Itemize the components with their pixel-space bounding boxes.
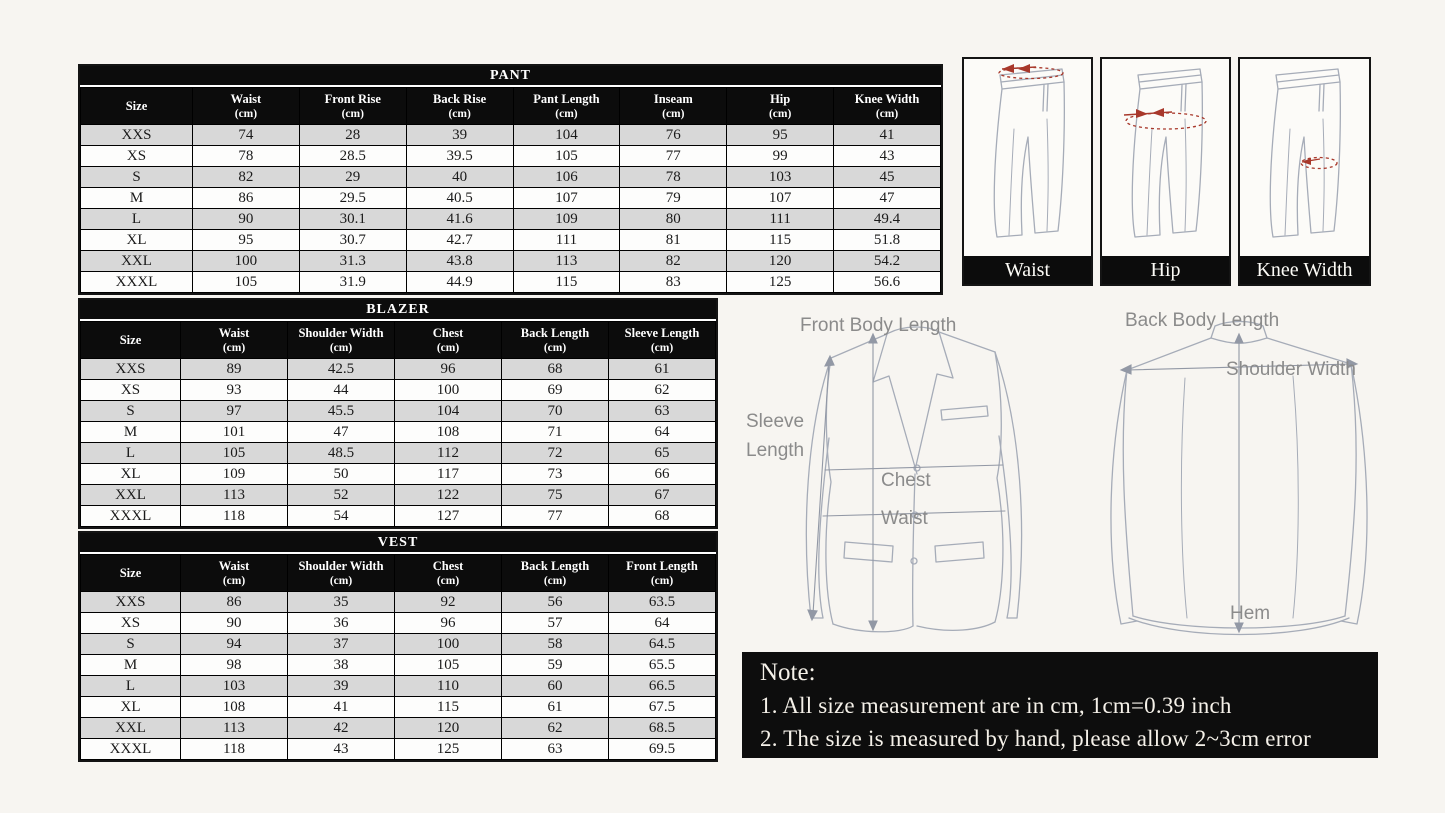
value-cell: 120 xyxy=(395,718,502,739)
value-cell: 70 xyxy=(502,401,609,422)
table-row xyxy=(81,188,941,209)
value-cell: 64.5 xyxy=(609,634,716,655)
column-header-pant-length: Pant Length (cm) xyxy=(513,88,620,125)
value-cell: 115 xyxy=(513,272,620,293)
table-row xyxy=(81,676,716,697)
value-cell: 78 xyxy=(193,146,300,167)
value-cell: 96 xyxy=(395,613,502,634)
value-cell: 52 xyxy=(288,485,395,506)
pant-sketch xyxy=(1240,59,1369,257)
value-cell: 61 xyxy=(609,359,716,380)
value-cell: 118 xyxy=(181,506,288,527)
table-row xyxy=(81,506,716,527)
value-cell: 39 xyxy=(406,125,513,146)
size-cell: XXXL xyxy=(81,739,181,760)
value-cell: 42 xyxy=(288,718,395,739)
value-cell: 43.8 xyxy=(406,251,513,272)
pant-diagram-label: Hip xyxy=(1102,256,1229,284)
table-row xyxy=(81,146,941,167)
value-cell: 56.6 xyxy=(834,272,941,293)
table-row xyxy=(81,125,941,146)
size-cell: XS xyxy=(81,146,193,167)
value-cell: 62 xyxy=(609,380,716,401)
front-body-length-label: Front Body Length xyxy=(800,315,957,336)
column-header-hip: Hip (cm) xyxy=(727,88,834,125)
shoulder-width-label: Shoulder Width xyxy=(1226,359,1356,380)
value-cell: 95 xyxy=(193,230,300,251)
value-cell: 111 xyxy=(513,230,620,251)
value-cell: 51.8 xyxy=(834,230,941,251)
value-cell: 41 xyxy=(288,697,395,718)
table-row xyxy=(81,655,716,676)
hem-label: Hem xyxy=(1230,603,1271,624)
value-cell: 105 xyxy=(395,655,502,676)
value-cell: 41 xyxy=(834,125,941,146)
table-title-pant: PANT xyxy=(80,66,941,85)
pant-knee-diagram-box xyxy=(1238,57,1371,286)
value-cell: 63.5 xyxy=(609,592,716,613)
column-header-back-rise: Back Rise (cm) xyxy=(406,88,513,125)
pant-table-grid xyxy=(80,87,941,293)
value-cell: 90 xyxy=(181,613,288,634)
value-cell: 31.9 xyxy=(299,272,406,293)
value-cell: 29.5 xyxy=(299,188,406,209)
value-cell: 42.5 xyxy=(288,359,395,380)
value-cell: 110 xyxy=(395,676,502,697)
value-cell: 63 xyxy=(502,739,609,760)
value-cell: 77 xyxy=(620,146,727,167)
column-header-front-rise: Front Rise (cm) xyxy=(299,88,406,125)
column-header-chest: Chest (cm) xyxy=(395,322,502,359)
value-cell: 122 xyxy=(395,485,502,506)
table-row xyxy=(81,359,716,380)
column-header-sleeve-length: Sleeve Length (cm) xyxy=(609,322,716,359)
value-cell: 113 xyxy=(181,718,288,739)
value-cell: 113 xyxy=(181,485,288,506)
value-cell: 40 xyxy=(406,167,513,188)
note-line-1: 1. All size measurement are in cm, 1cm=0.39 inch xyxy=(760,693,1232,718)
value-cell: 57 xyxy=(502,613,609,634)
column-header-waist: Waist (cm) xyxy=(193,88,300,125)
size-cell: XL xyxy=(81,230,193,251)
column-header-waist: Waist (cm) xyxy=(181,555,288,592)
size-cell: XL xyxy=(81,697,181,718)
column-header-back-length: Back Length (cm) xyxy=(502,555,609,592)
table-row xyxy=(81,634,716,655)
vest-table-grid xyxy=(80,554,716,760)
column-header-inseam: Inseam (cm) xyxy=(620,88,727,125)
column-header-size: Size xyxy=(81,88,193,125)
size-cell: XS xyxy=(81,380,181,401)
value-cell: 103 xyxy=(727,167,834,188)
size-cell: L xyxy=(81,209,193,230)
value-cell: 94 xyxy=(181,634,288,655)
value-cell: 115 xyxy=(727,230,834,251)
value-cell: 86 xyxy=(193,188,300,209)
value-cell: 95 xyxy=(727,125,834,146)
value-cell: 67 xyxy=(609,485,716,506)
value-cell: 35 xyxy=(288,592,395,613)
value-cell: 74 xyxy=(193,125,300,146)
table-title-vest: VEST xyxy=(80,533,716,552)
value-cell: 64 xyxy=(609,422,716,443)
value-cell: 31.3 xyxy=(299,251,406,272)
value-cell: 63 xyxy=(609,401,716,422)
size-cell: XS xyxy=(81,613,181,634)
value-cell: 89 xyxy=(181,359,288,380)
value-cell: 98 xyxy=(181,655,288,676)
value-cell: 66 xyxy=(609,464,716,485)
table-row xyxy=(81,230,941,251)
value-cell: 77 xyxy=(502,506,609,527)
value-cell: 68.5 xyxy=(609,718,716,739)
value-cell: 125 xyxy=(727,272,834,293)
value-cell: 125 xyxy=(395,739,502,760)
size-cell: XXL xyxy=(81,718,181,739)
vest-size-table xyxy=(78,531,718,762)
value-cell: 83 xyxy=(620,272,727,293)
size-cell: M xyxy=(81,655,181,676)
table-row xyxy=(81,272,941,293)
table-row xyxy=(81,592,716,613)
value-cell: 68 xyxy=(609,506,716,527)
value-cell: 40.5 xyxy=(406,188,513,209)
note-line-2: 2. The size is measured by hand, please allow 2~3cm error xyxy=(760,726,1311,751)
value-cell: 107 xyxy=(513,188,620,209)
table-row xyxy=(81,613,716,634)
column-header-knee-width: Knee Width (cm) xyxy=(834,88,941,125)
value-cell: 68 xyxy=(502,359,609,380)
pant-size-table xyxy=(78,64,943,295)
value-cell: 109 xyxy=(181,464,288,485)
value-cell: 65 xyxy=(609,443,716,464)
value-cell: 28.5 xyxy=(299,146,406,167)
knee-measure-arrow-icon xyxy=(1301,158,1337,169)
size-cell: L xyxy=(81,443,181,464)
value-cell: 49.4 xyxy=(834,209,941,230)
value-cell: 79 xyxy=(620,188,727,209)
value-cell: 112 xyxy=(395,443,502,464)
value-cell: 100 xyxy=(395,634,502,655)
value-cell: 39.5 xyxy=(406,146,513,167)
value-cell: 38 xyxy=(288,655,395,676)
value-cell: 48.5 xyxy=(288,443,395,464)
value-cell: 45.5 xyxy=(288,401,395,422)
column-header-front-length: Front Length (cm) xyxy=(609,555,716,592)
value-cell: 42.7 xyxy=(406,230,513,251)
blazer-table-grid xyxy=(80,321,716,527)
size-cell: S xyxy=(81,634,181,655)
value-cell: 104 xyxy=(513,125,620,146)
value-cell: 90 xyxy=(193,209,300,230)
value-cell: 37 xyxy=(288,634,395,655)
value-cell: 101 xyxy=(181,422,288,443)
column-header-shoulder-width: Shoulder Width (cm) xyxy=(288,555,395,592)
size-cell: XXXL xyxy=(81,506,181,527)
note-box xyxy=(742,652,1378,758)
chest-label: Chest xyxy=(881,470,931,491)
pant-hip-diagram-box xyxy=(1100,57,1231,286)
column-header-waist: Waist (cm) xyxy=(181,322,288,359)
value-cell: 50 xyxy=(288,464,395,485)
pant-sketch xyxy=(964,59,1091,257)
table-row xyxy=(81,209,941,230)
table-row xyxy=(81,485,716,506)
column-header-shoulder-width: Shoulder Width (cm) xyxy=(288,322,395,359)
value-cell: 107 xyxy=(727,188,834,209)
value-cell: 120 xyxy=(727,251,834,272)
value-cell: 109 xyxy=(513,209,620,230)
value-cell: 44 xyxy=(288,380,395,401)
table-row xyxy=(81,167,941,188)
size-cell: M xyxy=(81,422,181,443)
size-cell: XXL xyxy=(81,485,181,506)
size-cell: S xyxy=(81,167,193,188)
value-cell: 60 xyxy=(502,676,609,697)
waist-label: Waist xyxy=(881,508,928,529)
value-cell: 111 xyxy=(727,209,834,230)
value-cell: 108 xyxy=(181,697,288,718)
size-cell: XXL xyxy=(81,251,193,272)
sleeve-length-label: Sleeve Length xyxy=(746,411,805,461)
size-cell: XXXL xyxy=(81,272,193,293)
size-cell: XXS xyxy=(81,359,181,380)
value-cell: 58 xyxy=(502,634,609,655)
value-cell: 96 xyxy=(395,359,502,380)
value-cell: 61 xyxy=(502,697,609,718)
value-cell: 82 xyxy=(193,167,300,188)
value-cell: 80 xyxy=(620,209,727,230)
back-body-length-label: Back Body Length xyxy=(1125,310,1280,331)
value-cell: 59 xyxy=(502,655,609,676)
value-cell: 108 xyxy=(395,422,502,443)
table-row xyxy=(81,422,716,443)
value-cell: 54.2 xyxy=(834,251,941,272)
column-header-back-length: Back Length (cm) xyxy=(502,322,609,359)
value-cell: 44.9 xyxy=(406,272,513,293)
value-cell: 105 xyxy=(181,443,288,464)
pant-diagram-label: Waist xyxy=(964,256,1091,284)
table-row xyxy=(81,718,716,739)
value-cell: 115 xyxy=(395,697,502,718)
value-cell: 105 xyxy=(193,272,300,293)
value-cell: 81 xyxy=(620,230,727,251)
table-row xyxy=(81,251,941,272)
table-row xyxy=(81,464,716,485)
value-cell: 97 xyxy=(181,401,288,422)
value-cell: 69 xyxy=(502,380,609,401)
value-cell: 78 xyxy=(620,167,727,188)
blazer-size-table xyxy=(78,298,718,529)
value-cell: 93 xyxy=(181,380,288,401)
column-header-chest: Chest (cm) xyxy=(395,555,502,592)
size-cell: M xyxy=(81,188,193,209)
table-row xyxy=(81,697,716,718)
value-cell: 28 xyxy=(299,125,406,146)
table-row xyxy=(81,739,716,760)
value-cell: 103 xyxy=(181,676,288,697)
value-cell: 66.5 xyxy=(609,676,716,697)
value-cell: 29 xyxy=(299,167,406,188)
value-cell: 47 xyxy=(288,422,395,443)
value-cell: 41.6 xyxy=(406,209,513,230)
value-cell: 71 xyxy=(502,422,609,443)
note-heading: Note: xyxy=(760,659,816,686)
value-cell: 45 xyxy=(834,167,941,188)
value-cell: 73 xyxy=(502,464,609,485)
table-row xyxy=(81,401,716,422)
value-cell: 30.7 xyxy=(299,230,406,251)
table-row xyxy=(81,443,716,464)
pant-sketch xyxy=(1102,59,1229,257)
value-cell: 56 xyxy=(502,592,609,613)
value-cell: 105 xyxy=(513,146,620,167)
value-cell: 118 xyxy=(181,739,288,760)
size-cell: S xyxy=(81,401,181,422)
value-cell: 67.5 xyxy=(609,697,716,718)
size-cell: L xyxy=(81,676,181,697)
value-cell: 127 xyxy=(395,506,502,527)
value-cell: 62 xyxy=(502,718,609,739)
column-header-size: Size xyxy=(81,555,181,592)
value-cell: 47 xyxy=(834,188,941,209)
pant-diagram-label: Knee Width xyxy=(1240,256,1369,284)
pant-waist-diagram-box xyxy=(962,57,1093,286)
table-title-blazer: BLAZER xyxy=(80,300,716,319)
value-cell: 104 xyxy=(395,401,502,422)
size-cell: XXS xyxy=(81,125,193,146)
size-cell: XXS xyxy=(81,592,181,613)
size-cell: XL xyxy=(81,464,181,485)
value-cell: 86 xyxy=(181,592,288,613)
value-cell: 36 xyxy=(288,613,395,634)
value-cell: 100 xyxy=(193,251,300,272)
value-cell: 106 xyxy=(513,167,620,188)
value-cell: 30.1 xyxy=(299,209,406,230)
value-cell: 64 xyxy=(609,613,716,634)
value-cell: 75 xyxy=(502,485,609,506)
value-cell: 39 xyxy=(288,676,395,697)
value-cell: 43 xyxy=(288,739,395,760)
value-cell: 69.5 xyxy=(609,739,716,760)
value-cell: 76 xyxy=(620,125,727,146)
value-cell: 100 xyxy=(395,380,502,401)
value-cell: 113 xyxy=(513,251,620,272)
column-header-size: Size xyxy=(81,322,181,359)
table-row xyxy=(81,380,716,401)
value-cell: 65.5 xyxy=(609,655,716,676)
value-cell: 82 xyxy=(620,251,727,272)
value-cell: 72 xyxy=(502,443,609,464)
value-cell: 43 xyxy=(834,146,941,167)
value-cell: 99 xyxy=(727,146,834,167)
value-cell: 54 xyxy=(288,506,395,527)
value-cell: 117 xyxy=(395,464,502,485)
value-cell: 92 xyxy=(395,592,502,613)
